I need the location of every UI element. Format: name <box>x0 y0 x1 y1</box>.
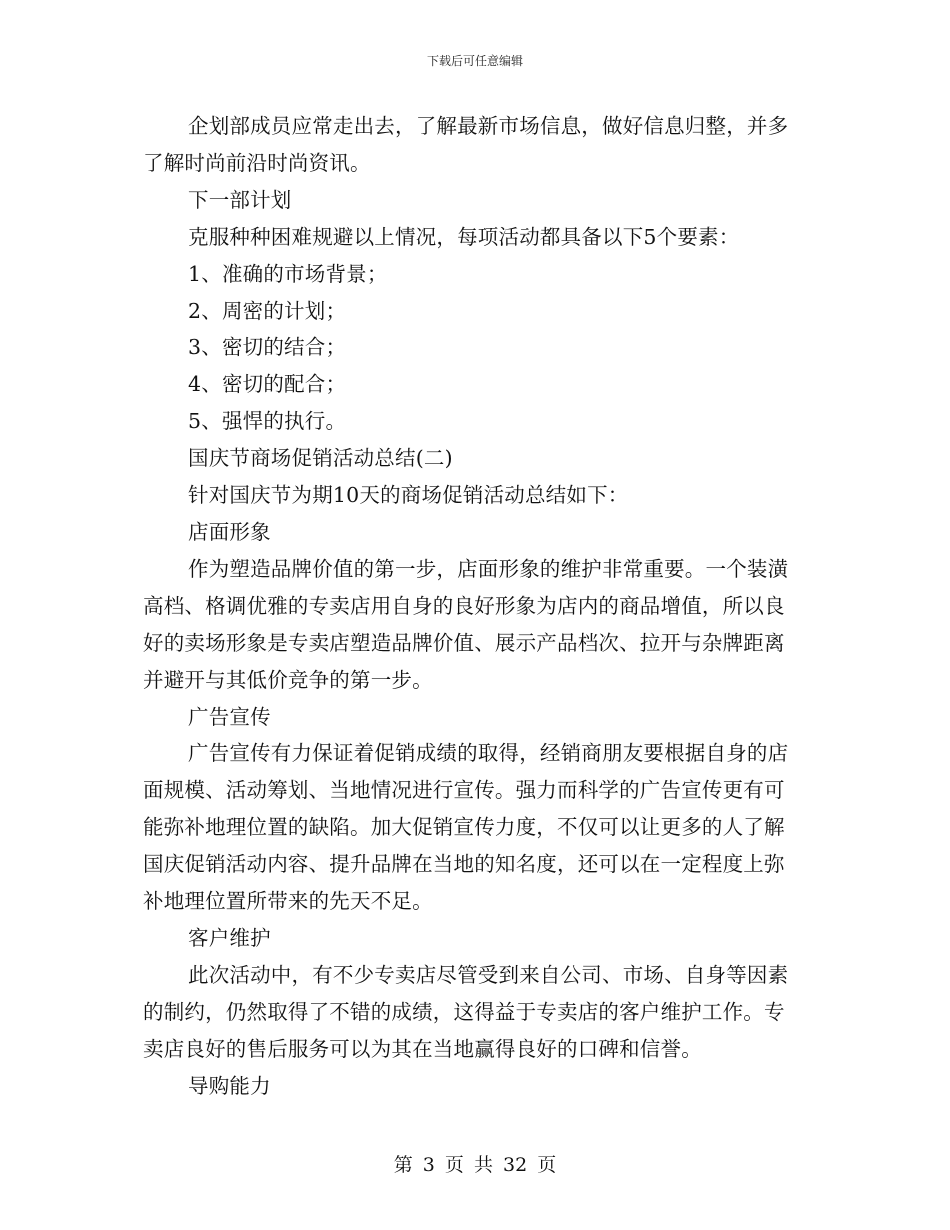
list-item-5: 5、强悍的执行。 <box>188 409 347 434</box>
list-item-1: 1、准确的市场背景； <box>188 261 388 286</box>
heading-sales-guide-ability: 导购能力 <box>188 1073 271 1098</box>
paragraph-store-image: 作为塑造品牌价值的第一步，店面形象的维护非常重要。一个装潢高档、格调优雅的专卖店用自身的良好形象为店内的商品增值，所以良好的卖场形象是专卖店塑造品牌价值、展示产品档次、拉开与杂牌距离并避开与其低价竞争的第一步。 <box>143 556 789 692</box>
section-title: 国庆节商场促销活动总结(二) <box>188 446 453 471</box>
heading-store-image: 店面形象 <box>188 519 271 544</box>
paragraph-summary-intro: 针对国庆节为期10天的商场促销活动总结如下： <box>188 483 629 508</box>
heading-customer-maintenance: 客户维护 <box>188 925 271 950</box>
document-body <box>143 108 803 1104</box>
heading-advertising: 广告宣传 <box>188 704 271 729</box>
list-item-3: 3、密切的结合； <box>188 335 347 360</box>
paragraph-advertising: 广告宣传有力保证着促销成绩的取得，经销商朋友要根据自身的店面规模、活动筹划、当地情况进行宣传。强力而科学的广告宣传更有可能弥补地理位置的缺陷。加大促销宣传力度，不仅可以让更多的人了解国庆促销活动内容、提升品牌在当地的知名度，还可以在一定程度上弥补地理位置所带来的先天不足。 <box>143 741 789 914</box>
heading-next-plan: 下一部计划 <box>188 187 292 212</box>
list-item-2: 2、周密的计划； <box>188 298 347 323</box>
page-footer: 第 3 页 共 32 页 <box>393 1154 557 1176</box>
paragraph-five-elements: 克服种种困难规避以上情况，每项活动都具备以下5个要素： <box>188 224 740 249</box>
list-item-4: 4、密切的配合； <box>188 372 347 397</box>
paragraph-planning-dept: 企划部成员应常走出去，了解最新市场信息，做好信息归整，并多了解时尚前沿时尚资讯。 <box>143 114 789 175</box>
page-header: 下载后可任意编辑 <box>426 54 523 68</box>
paragraph-customer-maintenance: 此次活动中，有不少专卖店尽管受到来自公司、市场、自身等因素的制约，仍然取得了不错的成绩，这得益于专卖店的客户维护工作。专卖店良好的售后服务可以为其在当地赢得良好的口碑和信誉。 <box>143 962 789 1061</box>
